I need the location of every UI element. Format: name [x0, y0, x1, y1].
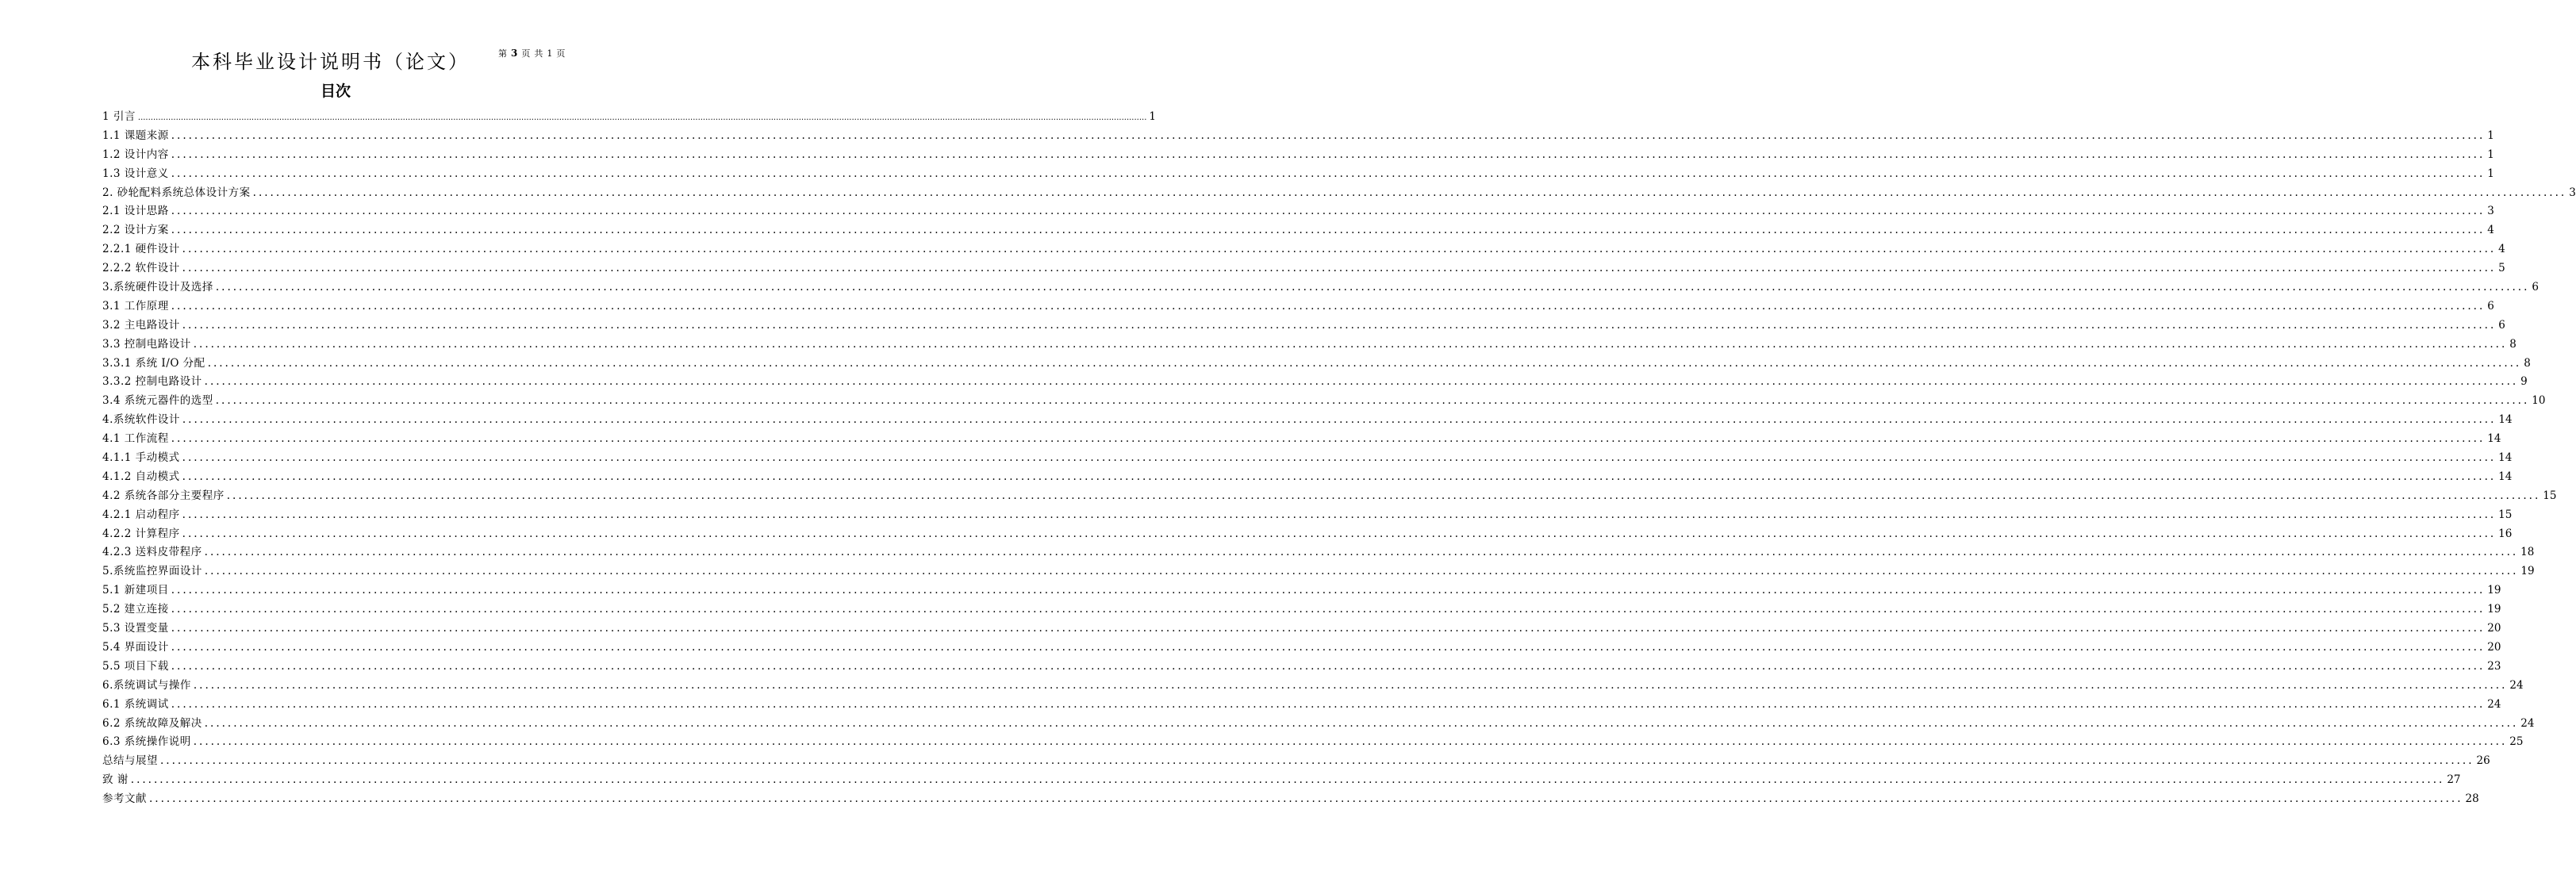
toc-entry[interactable] [102, 240, 2505, 259]
toc-entry[interactable] [102, 600, 2501, 619]
toc-entry-page: 27 [2447, 773, 2461, 787]
toc-dot-leader: ................................................................................................................................................................................................................................................................................................................................................................................................................ [137, 113, 1147, 122]
toc-entry[interactable] [102, 770, 2461, 789]
toc-entry-label: 2. 砂轮配料系统总体设计方案 [102, 186, 251, 199]
toc-dot-leader: ................................................................................................................................................................................................................................................................................................................................................................................................................ [215, 394, 2530, 408]
toc-entry[interactable] [102, 695, 2501, 714]
toc-entry-label: 1.3 设计意义 [102, 167, 169, 180]
toc-dot-leader: ................................................................................................................................................................................................................................................................................................................................................................................................................ [171, 640, 2486, 654]
toc-entry-page: 4 [2487, 224, 2494, 237]
toc-entry-page: 3 [2487, 205, 2494, 218]
toc-dot-leader: ................................................................................................................................................................................................................................................................................................................................................................................................................ [171, 584, 2486, 597]
toc-entry[interactable] [102, 524, 2513, 543]
toc-entry-label: 4.2.1 启动程序 [102, 508, 180, 521]
toc-entry-label: 2.2.1 硬件设计 [102, 243, 180, 256]
toc-entry-page: 19 [2520, 565, 2535, 578]
table-of-contents [102, 107, 2576, 808]
toc-entry-label: 5.系统监控界面设计 [102, 565, 202, 578]
toc-entry-page: 23 [2487, 659, 2501, 673]
toc-entry-page: 15 [2543, 489, 2557, 502]
toc-entry-page: 1 [2487, 129, 2494, 142]
page-total-prefix: 共 [534, 48, 543, 59]
toc-entry[interactable] [102, 278, 2539, 297]
toc-entry-page: 5 [2498, 262, 2505, 275]
toc-entry-page: 1 [1149, 110, 1156, 123]
toc-dot-leader: ................................................................................................................................................................................................................................................................................................................................................................................................................ [130, 773, 2445, 787]
toc-entry-page: 14 [2498, 470, 2513, 483]
toc-entry[interactable] [102, 259, 2505, 278]
toc-entry-page: 19 [2487, 584, 2501, 597]
toc-entry-label: 2.1 设计思路 [102, 205, 169, 218]
toc-entry-page: 16 [2498, 527, 2513, 540]
toc-entry-label: 6.系统调试与操作 [102, 678, 191, 692]
toc-entry-page: 24 [2509, 678, 2524, 692]
toc-dot-leader: ................................................................................................................................................................................................................................................................................................................................................................................................................ [182, 262, 2497, 275]
toc-dot-leader: ................................................................................................................................................................................................................................................................................................................................................................................................................ [171, 659, 2486, 673]
document-title: 本科毕业设计说明书（论文） [191, 51, 470, 73]
toc-dot-leader: ................................................................................................................................................................................................................................................................................................................................................................................................................ [193, 678, 2508, 692]
toc-entry[interactable] [102, 107, 1156, 126]
toc-entry-page: 14 [2498, 413, 2513, 427]
toc-entry-page: 3 [2569, 186, 2576, 199]
page-header [0, 41, 629, 73]
toc-dot-leader: ................................................................................................................................................................................................................................................................................................................................................................................................................ [171, 167, 2486, 180]
toc-entry[interactable] [102, 221, 2494, 240]
toc-entry-label: 3.2 主电路设计 [102, 318, 180, 332]
toc-entry-page: 26 [2476, 754, 2490, 768]
toc-heading: 目次 [320, 82, 351, 100]
toc-entry-label: 2.2.2 软件设计 [102, 262, 180, 275]
toc-dot-leader: ................................................................................................................................................................................................................................................................................................................................................................................................................ [182, 243, 2497, 256]
toc-entry[interactable] [102, 562, 2535, 581]
toc-entry-page: 6 [2498, 318, 2505, 332]
toc-entry[interactable] [102, 505, 2513, 524]
toc-entry-page: 8 [2509, 337, 2516, 351]
toc-entry-label: 6.2 系统故障及解决 [102, 716, 202, 730]
toc-entry-label: 1.1 课题来源 [102, 129, 169, 142]
page-prefix: 第 [498, 48, 507, 59]
toc-entry-label: 1 引言 [102, 110, 136, 123]
toc-entry[interactable] [102, 467, 2513, 486]
toc-dot-leader: ................................................................................................................................................................................................................................................................................................................................................................................................................ [182, 527, 2497, 540]
toc-dot-leader: ................................................................................................................................................................................................................................................................................................................................................................................................................ [226, 489, 2541, 502]
toc-entry-label: 3.1 工作原理 [102, 299, 169, 313]
page-total: 1 [547, 48, 553, 59]
toc-entry[interactable] [102, 354, 2531, 373]
toc-entry-label: 1.2 设计内容 [102, 148, 169, 161]
toc-entry-label: 3.系统硬件设计及选择 [102, 281, 213, 294]
toc-entry-label: 4.2.3 送料皮带程序 [102, 546, 202, 559]
toc-entry-label: 4.系统软件设计 [102, 413, 180, 427]
toc-entry-page: 10 [2532, 394, 2546, 408]
toc-dot-leader: ................................................................................................................................................................................................................................................................................................................................................................................................................ [193, 735, 2508, 749]
toc-entry[interactable] [102, 297, 2494, 316]
toc-entry[interactable] [102, 789, 2479, 808]
toc-entry-page: 20 [2487, 622, 2501, 635]
toc-entry-label: 4.2 系统各部分主要程序 [102, 489, 225, 502]
toc-entry[interactable] [102, 751, 2490, 770]
toc-entry[interactable] [102, 391, 2546, 410]
toc-dot-leader: ................................................................................................................................................................................................................................................................................................................................................................................................................ [171, 432, 2486, 446]
toc-entry[interactable] [102, 183, 2576, 202]
toc-entry[interactable] [102, 201, 2494, 221]
toc-dot-leader: ................................................................................................................................................................................................................................................................................................................................................................................................................ [171, 603, 2486, 616]
toc-dot-leader: ................................................................................................................................................................................................................................................................................................................................................................................................................ [215, 281, 2530, 294]
toc-entry-page: 20 [2487, 640, 2501, 654]
toc-entry-label: 3.3.2 控制电路设计 [102, 375, 202, 389]
toc-entry[interactable] [102, 429, 2501, 448]
toc-entry-page: 1 [2487, 167, 2494, 180]
toc-entry-label: 3.3.1 系统 I/O 分配 [102, 356, 205, 370]
toc-dot-leader: ................................................................................................................................................................................................................................................................................................................................................................................................................ [182, 451, 2497, 465]
toc-entry-page: 9 [2520, 375, 2528, 389]
toc-entry[interactable] [102, 619, 2501, 638]
toc-entry-page: 6 [2532, 281, 2539, 294]
toc-entry-label: 参考文献 [102, 792, 147, 806]
toc-entry-label: 致 谢 [102, 773, 129, 787]
toc-dot-leader: ................................................................................................................................................................................................................................................................................................................................................................................................................ [182, 413, 2497, 427]
toc-entry-page: 18 [2520, 546, 2535, 559]
toc-entry-label: 6.3 系统操作说明 [102, 735, 191, 749]
toc-entry[interactable] [102, 145, 2494, 164]
toc-entry[interactable] [102, 676, 2524, 695]
toc-entry[interactable] [102, 164, 2494, 183]
toc-entry[interactable] [102, 448, 2513, 467]
toc-entry-page: 25 [2509, 735, 2524, 749]
toc-entry[interactable] [102, 543, 2535, 562]
toc-entry-label: 4.1.2 自动模式 [102, 470, 180, 483]
toc-entry-page: 14 [2498, 451, 2513, 465]
toc-entry[interactable] [102, 372, 2528, 391]
toc-entry-label: 5.1 新建项目 [102, 584, 169, 597]
toc-dot-leader: ................................................................................................................................................................................................................................................................................................................................................................................................................ [171, 299, 2486, 313]
toc-entry-page: 24 [2487, 697, 2501, 711]
toc-entry[interactable] [102, 126, 2494, 145]
toc-entry[interactable] [102, 732, 2524, 751]
toc-entry[interactable] [102, 581, 2501, 600]
toc-dot-leader: ................................................................................................................................................................................................................................................................................................................................................................................................................ [252, 186, 2567, 199]
page-total-unit: 页 [556, 48, 566, 59]
toc-dot-leader: ................................................................................................................................................................................................................................................................................................................................................................................................................ [171, 129, 2486, 142]
toc-dot-leader: ................................................................................................................................................................................................................................................................................................................................................................................................................ [171, 224, 2486, 237]
toc-entry[interactable] [102, 410, 2513, 429]
toc-entry-label: 2.2 设计方案 [102, 224, 169, 237]
toc-entry-label: 4.1 工作流程 [102, 432, 169, 446]
toc-dot-leader: ................................................................................................................................................................................................................................................................................................................................................................................................................ [204, 716, 2519, 730]
toc-entry-label: 4.1.1 手动模式 [102, 451, 180, 465]
page-counter [498, 47, 565, 59]
toc-dot-leader: ................................................................................................................................................................................................................................................................................................................................................................................................................ [171, 205, 2486, 218]
toc-entry-label: 5.5 项目下载 [102, 659, 169, 673]
toc-entry-page: 1 [2487, 148, 2494, 161]
toc-entry[interactable] [102, 714, 2535, 733]
toc-entry-label: 5.4 界面设计 [102, 640, 169, 654]
toc-entry-page: 6 [2487, 299, 2494, 313]
toc-dot-leader: ................................................................................................................................................................................................................................................................................................................................................................................................................ [182, 470, 2497, 483]
page-current: 3 [511, 48, 518, 59]
toc-entry-label: 4.2.2 计算程序 [102, 527, 180, 540]
toc-entry-page: 28 [2465, 792, 2479, 806]
toc-entry-label: 5.3 设置变量 [102, 622, 169, 635]
toc-entry-page: 4 [2498, 243, 2505, 256]
toc-entry[interactable] [102, 657, 2501, 676]
toc-dot-leader: ................................................................................................................................................................................................................................................................................................................................................................................................................ [204, 546, 2519, 559]
toc-entry[interactable] [102, 316, 2505, 335]
toc-entry-page: 15 [2498, 508, 2513, 521]
page-unit: 页 [521, 48, 531, 59]
toc-entry-label: 3.4 系统元器件的选型 [102, 394, 213, 408]
toc-entry-label: 5.2 建立连接 [102, 603, 169, 616]
toc-dot-leader: ................................................................................................................................................................................................................................................................................................................................................................................................................ [207, 356, 2522, 370]
toc-dot-leader: ................................................................................................................................................................................................................................................................................................................................................................................................................ [193, 337, 2508, 351]
toc-entry-label: 6.1 系统调试 [102, 697, 169, 711]
toc-dot-leader: ................................................................................................................................................................................................................................................................................................................................................................................................................ [171, 148, 2486, 161]
toc-entry[interactable] [102, 335, 2516, 354]
toc-entry-label: 总结与展望 [102, 754, 158, 768]
toc-entry-page: 8 [2524, 356, 2531, 370]
toc-dot-leader: ................................................................................................................................................................................................................................................................................................................................................................................................................ [182, 318, 2497, 332]
toc-dot-leader: ................................................................................................................................................................................................................................................................................................................................................................................................................ [182, 508, 2497, 521]
toc-dot-leader: ................................................................................................................................................................................................................................................................................................................................................................................................................ [171, 697, 2486, 711]
toc-dot-leader: ................................................................................................................................................................................................................................................................................................................................................................................................................ [160, 754, 2474, 768]
toc-dot-leader: ................................................................................................................................................................................................................................................................................................................................................................................................................ [149, 792, 2463, 806]
toc-entry[interactable] [102, 638, 2501, 657]
toc-dot-leader: ................................................................................................................................................................................................................................................................................................................................................................................................................ [204, 375, 2519, 389]
toc-entry-page: 14 [2487, 432, 2501, 446]
toc-dot-leader: ................................................................................................................................................................................................................................................................................................................................................................................................................ [204, 565, 2519, 578]
toc-entry-page: 19 [2487, 603, 2501, 616]
toc-entry[interactable] [102, 486, 2557, 505]
toc-dot-leader: ................................................................................................................................................................................................................................................................................................................................................................................................................ [171, 622, 2486, 635]
toc-entry-page: 24 [2520, 716, 2535, 730]
toc-entry-label: 3.3 控制电路设计 [102, 337, 191, 351]
